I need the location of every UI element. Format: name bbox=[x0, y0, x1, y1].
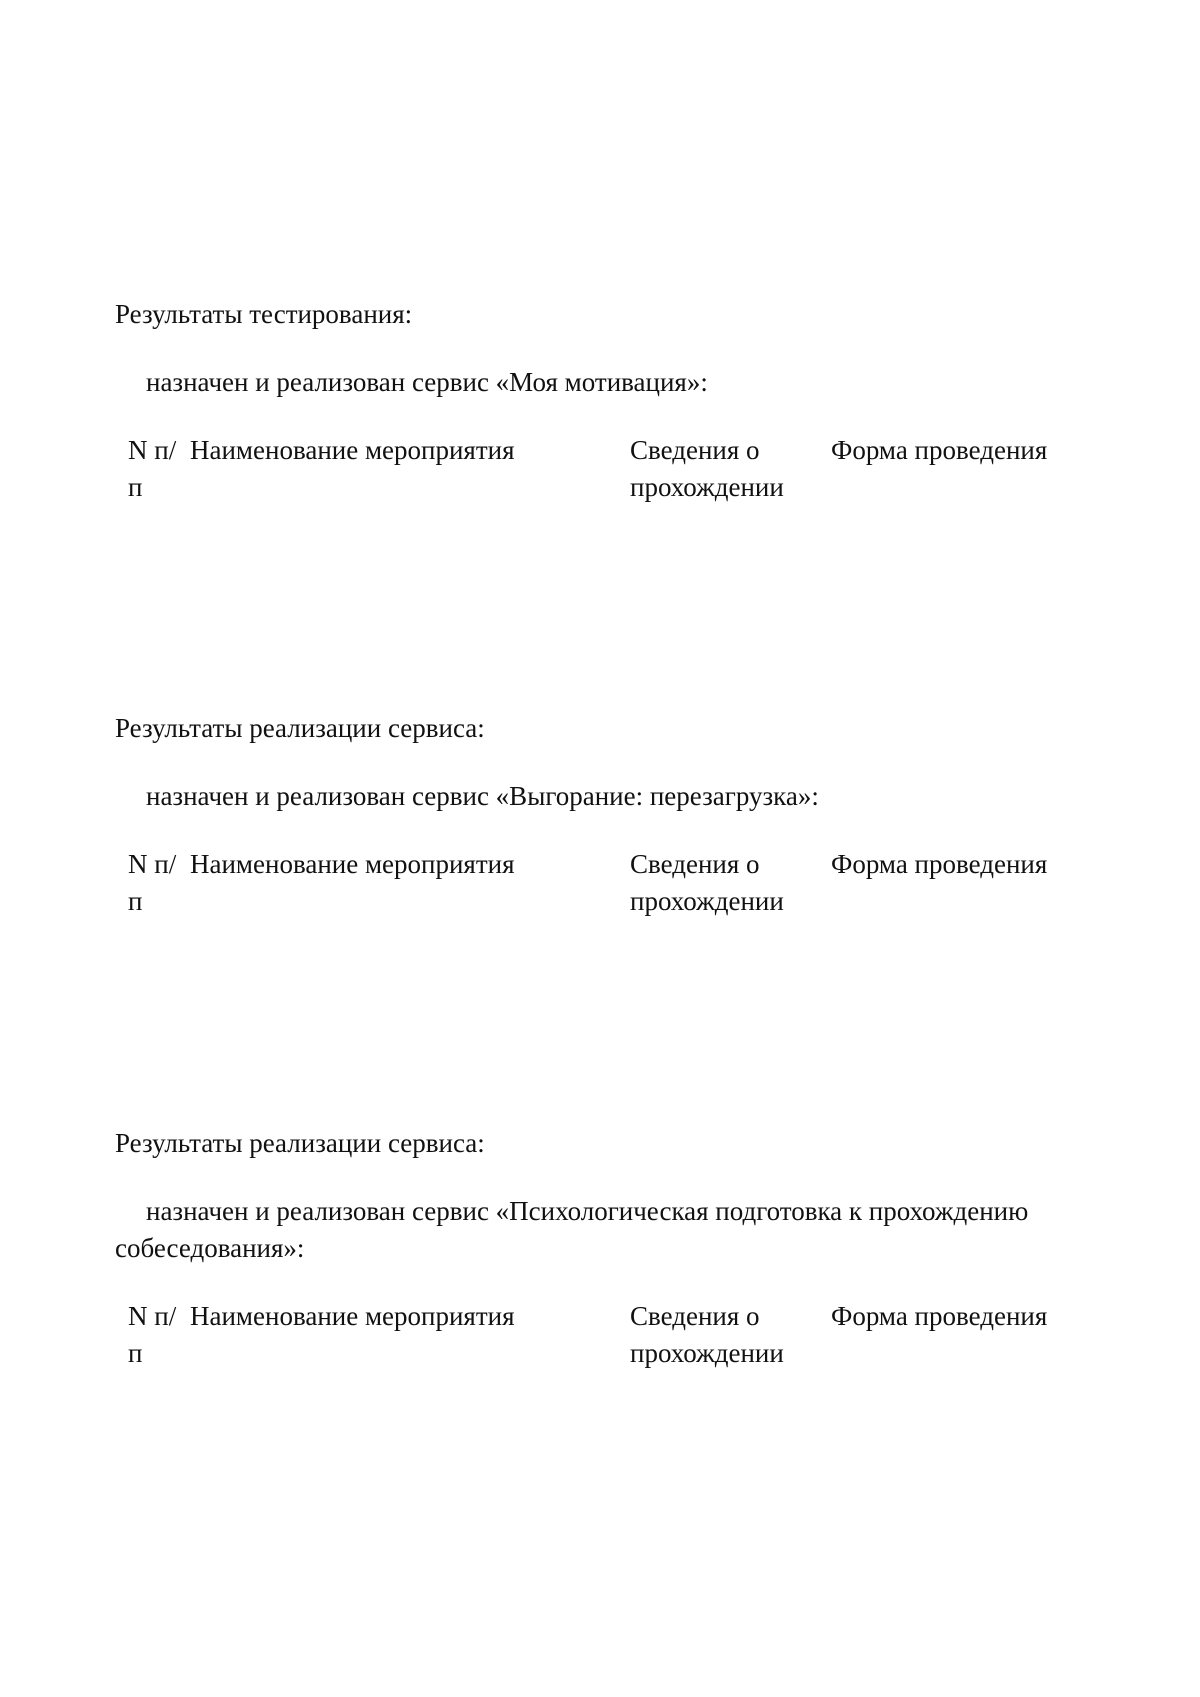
section-heading: Результаты тестирования: bbox=[115, 299, 413, 329]
section-service-results bbox=[115, 710, 1105, 926]
activities-table-header bbox=[115, 432, 1105, 512]
column-header-number: N п/п bbox=[128, 1301, 177, 1368]
column-header-format: Форма проведения bbox=[831, 435, 1048, 465]
section-testing-results bbox=[115, 296, 1105, 512]
column-header-completion-info: Сведения о прохождении bbox=[630, 435, 784, 502]
column-header-format: Форма проведения bbox=[831, 1301, 1048, 1331]
section-heading: Результаты реализации сервиса: bbox=[115, 713, 485, 743]
section-heading: Результаты реализации сервиса: bbox=[115, 1128, 485, 1158]
column-header-number: N п/п bbox=[128, 849, 177, 916]
column-header-number: N п/п bbox=[128, 435, 177, 502]
column-header-completion-info: Сведения о прохождении bbox=[630, 1301, 784, 1368]
column-header-completion-info: Сведения о прохождении bbox=[630, 849, 784, 916]
service-assignment-line: назначен и реализован сервис «Психологическая подготовка к прохождению собеседования»: bbox=[115, 1196, 1029, 1263]
column-header-activity-name: Наименование мероприятия bbox=[190, 1301, 515, 1331]
column-header-activity-name: Наименование мероприятия bbox=[190, 435, 515, 465]
service-assignment-line: назначен и реализован сервис «Моя мотивация»: bbox=[146, 367, 708, 397]
column-header-activity-name: Наименование мероприятия bbox=[190, 849, 515, 879]
column-header-format: Форма проведения bbox=[831, 849, 1048, 879]
section-service-results bbox=[115, 1125, 1105, 1378]
activities-table-header bbox=[115, 846, 1105, 926]
activities-table-header bbox=[115, 1298, 1105, 1378]
service-assignment-line: назначен и реализован сервис «Выгорание: перезагрузка»: bbox=[146, 781, 819, 811]
